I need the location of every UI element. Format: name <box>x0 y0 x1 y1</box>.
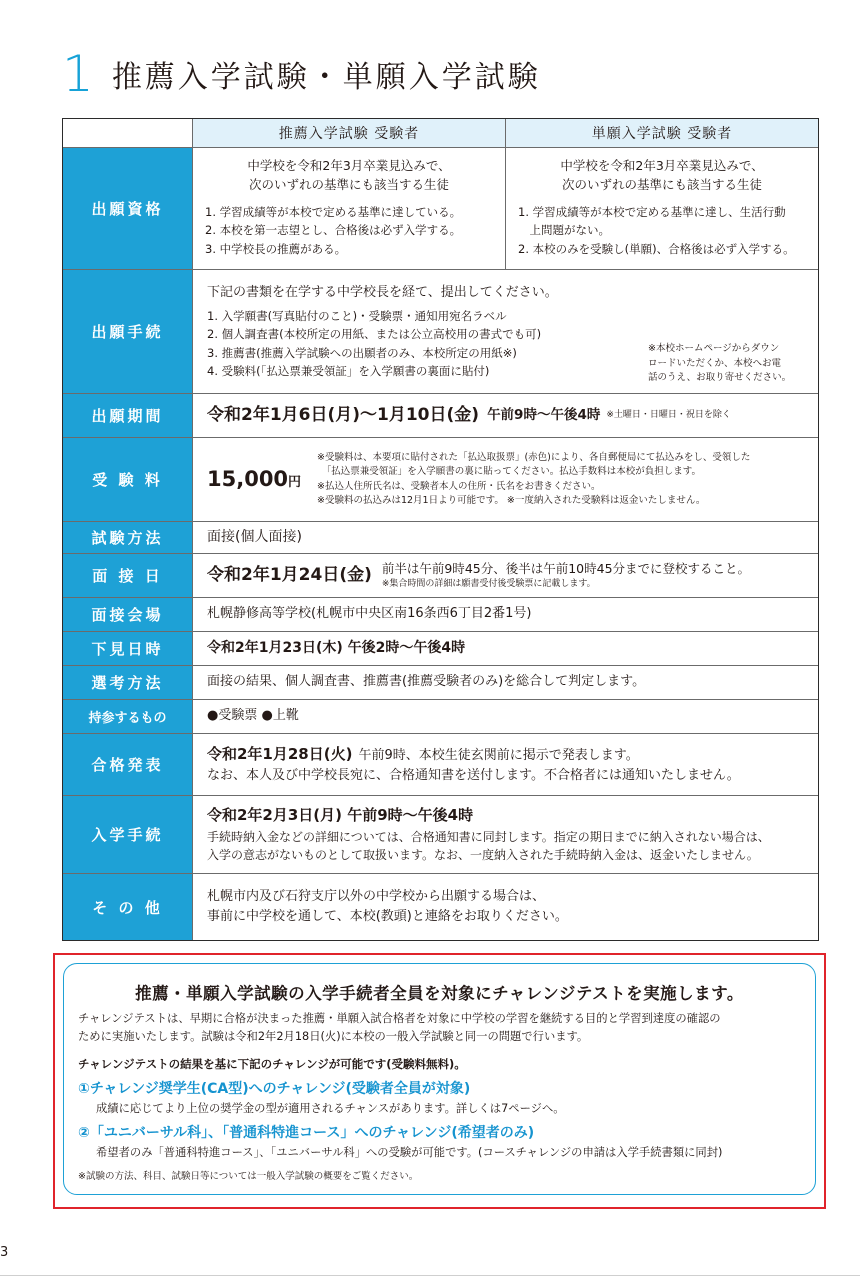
page-number: 3 <box>0 1245 9 1260</box>
happyo-date: 令和2年1月28日(火) <box>207 744 353 763</box>
col-header-tangan: 単願入学試験 受験者 <box>505 119 818 147</box>
challenge-item2-desc: 希望者のみ「普通科特進コース」、「ユニバーサル科」への受験が可能です。(コースチャレンジの申請は入学手続書類に同封) <box>96 1146 723 1160</box>
houhou-value: 面接(個人面接) <box>207 528 302 545</box>
row-label: 面接会場 <box>63 598 193 631</box>
row-senkou <box>63 665 818 699</box>
right-intro-1: 中学校を令和2年3月卒業見込みで、 <box>560 158 764 173</box>
row-sonota <box>63 873 818 940</box>
challenge-item1-desc: 成績に応じてより上位の奨学金の型が適用されるチャンスがあります。詳しくは7ページへ。 <box>96 1102 565 1116</box>
row-label: 受 験 料 <box>63 438 193 521</box>
right-item: 上問題がない。 <box>518 223 610 238</box>
nyugaku-date: 令和2年2月3日(月) 午前9時〜午後4時 <box>207 806 474 825</box>
kaijo-value: 札幌静修高等学校(札幌市中央区南16条西6丁目2番1号) <box>207 606 532 622</box>
row-label: 試験方法 <box>63 522 193 553</box>
divider <box>0 1275 860 1276</box>
page-title <box>62 44 541 104</box>
challenge-title: 推薦・単願入学試験の入学手続者全員を対象にチャレンジテストを実施します。 <box>135 984 744 1003</box>
challenge-item2-title: ②「ユニバーサル科」、「普通科特進コース」へのチャレンジ(希望者のみ) <box>78 1125 535 1142</box>
row-kaijo <box>63 597 818 631</box>
right-item: 1. 学習成績等が本校で定める基準に達し、生活行動 <box>518 204 786 219</box>
challenge-para: チャレンジテストは、早期に合格が決まった推薦・単願入試合格者を対象に中学校の学習を継続する目的と学習到達度の確認の ために実施いたします。試験は令和2年2月18日(火)に本校の一般入学試験と同一の問題で行います。 <box>78 1012 721 1044</box>
section-number: 1 <box>62 45 94 103</box>
row-label: 面 接 日 <box>63 554 193 597</box>
table-header-row <box>63 119 818 147</box>
row-shitami <box>63 631 818 665</box>
left-item: 2. 本校を第一志望とし、合格後は必ず入学する。 <box>205 223 462 238</box>
section-title: 推薦入学試験・単願入学試験 <box>111 60 541 95</box>
row-mensetsubi <box>63 553 818 597</box>
challenge-footnote: ※試験の方法、科目、試験日等については一般入学試験の概要をご覧ください。 <box>78 1171 419 1183</box>
left-item: 1. 学習成績等が本校で定める基準に達している。 <box>205 204 462 219</box>
row-label: 合格発表 <box>63 734 193 795</box>
admission-table <box>62 118 819 941</box>
tetsuzuki-item: 3. 推薦書(推薦入学試験への出願者のみ、本校所定の用紙※) <box>207 345 517 360</box>
col-header-suisen: 推薦入学試験 受験者 <box>193 119 505 147</box>
left-intro-2: 次のいずれの基準にも該当する生徒 <box>248 177 449 193</box>
row-label: 持参するもの <box>63 700 193 733</box>
row-label: 出願期間 <box>63 394 193 437</box>
sonota-line: 札幌市内及び石狩支庁以外の中学校から出願する場合は、 <box>207 888 546 904</box>
row-nyugaku <box>63 795 818 873</box>
nyugaku-line: 手続時納入金などの詳細については、合格通知書に同封します。指定の期日までに納入されない場合は、 <box>207 829 770 844</box>
mensetsu-date: 令和2年1月24日(金) <box>207 565 372 586</box>
challenge-subtitle: チャレンジテストの結果を基に下記のチャレンジが可能です(受験料無料)。 <box>78 1057 466 1072</box>
left-item: 3. 中学校長の推薦がある。 <box>205 241 347 256</box>
row-label: そ の 他 <box>63 874 193 940</box>
row-label: 下見日時 <box>63 632 193 665</box>
row-kikan <box>63 393 818 437</box>
sonota-line: 事前に中学校を通して、本校(教頭)と連絡をお取りください。 <box>207 909 568 924</box>
right-item: 2. 本校のみを受験し(単願)、合格後は必ず入学する。 <box>518 241 795 256</box>
row-ryo <box>63 437 818 521</box>
mochimono-value: ●受験票 ●上靴 <box>207 708 299 724</box>
mensetsu-note: ※集合時間の詳細は願書受付後受験票に記載します。 <box>381 579 596 590</box>
row-label: 出願手続 <box>63 270 193 393</box>
nyugaku-line: 入学の意志がないものとして取扱います。なお、一度納入された手続時納入金は、返金いたしません。 <box>207 848 759 863</box>
download-note: ※本校ホームページからダウン ロードいただくか、本校へお電 話のうえ、お取り寄せください。 <box>648 343 792 383</box>
row-tetsuzuki <box>63 269 818 393</box>
tetsuzuki-intro: 下記の書類を在学する中学校長を経て、提出してください。 <box>207 284 558 300</box>
row-happyo <box>63 733 818 795</box>
fee-notes: ※受験料は、本要項に貼付された「払込取扱票」(赤色)により、各自郵便局にて払込みをし、受領した 「払込票兼受領証」を入学願書の裏に貼ってください。払込手数料は本校が負担します。 ※払込人住所氏名は、受験者本人の住所・氏名をお書きください。 ※受験料の払込みは12月1日より可能です。 ※一度納入された受験料は返金いたしません。 <box>317 452 751 506</box>
senkou-value: 面接の結果、個人調査書、推薦書(推薦受験者のみ)を総合して判定します。 <box>207 674 646 690</box>
kikan-time: 午前9時〜午後4時 <box>487 407 601 424</box>
tetsuzuki-item: 1. 入学願書(写真貼付のこと)・受験票・通知用宛名ラベル <box>207 308 507 323</box>
row-mochimono <box>63 699 818 733</box>
happyo-line2: なお、本人及び中学校長宛に、合格通知書を送付します。不合格者には通知いたしません。 <box>207 768 740 784</box>
mensetsu-desc: 前半は午前9時45分、後半は午前10時45分までに登校すること。 <box>381 560 751 576</box>
tetsuzuki-item: 2. 個人調査書(本校所定の用紙、または公立高校用の書式でも可) <box>207 327 542 342</box>
row-shikaku <box>63 147 818 269</box>
row-label: 出願資格 <box>63 148 193 269</box>
fee-amount: 15,000円 <box>207 467 302 492</box>
shitami-value: 令和2年1月23日(木) 午後2時〜午後4時 <box>207 639 466 656</box>
row-label: 選考方法 <box>63 666 193 699</box>
challenge-box <box>53 953 826 1209</box>
right-intro-2: 次のいずれの基準にも該当する生徒 <box>561 177 762 193</box>
challenge-item1-title: ①チャレンジ奨学生(CA型)へのチャレンジ(受験者全員が対象) <box>78 1081 471 1098</box>
left-intro-1: 中学校を令和2年3月卒業見込みで、 <box>247 158 451 173</box>
tetsuzuki-item: 4. 受験料(「払込票兼受領証」を入学願書の裏面に貼付) <box>207 363 490 378</box>
row-label: 入学手続 <box>63 796 193 873</box>
row-houhou <box>63 521 818 553</box>
kikan-note: ※土曜日・日曜日・祝日を除く <box>606 409 731 420</box>
happyo-desc: 午前9時、本校生徒玄関前に掲示で発表します。 <box>358 747 639 763</box>
empty-corner-cell <box>63 119 193 147</box>
kikan-date: 令和2年1月6日(月)〜1月10日(金) <box>207 405 480 426</box>
